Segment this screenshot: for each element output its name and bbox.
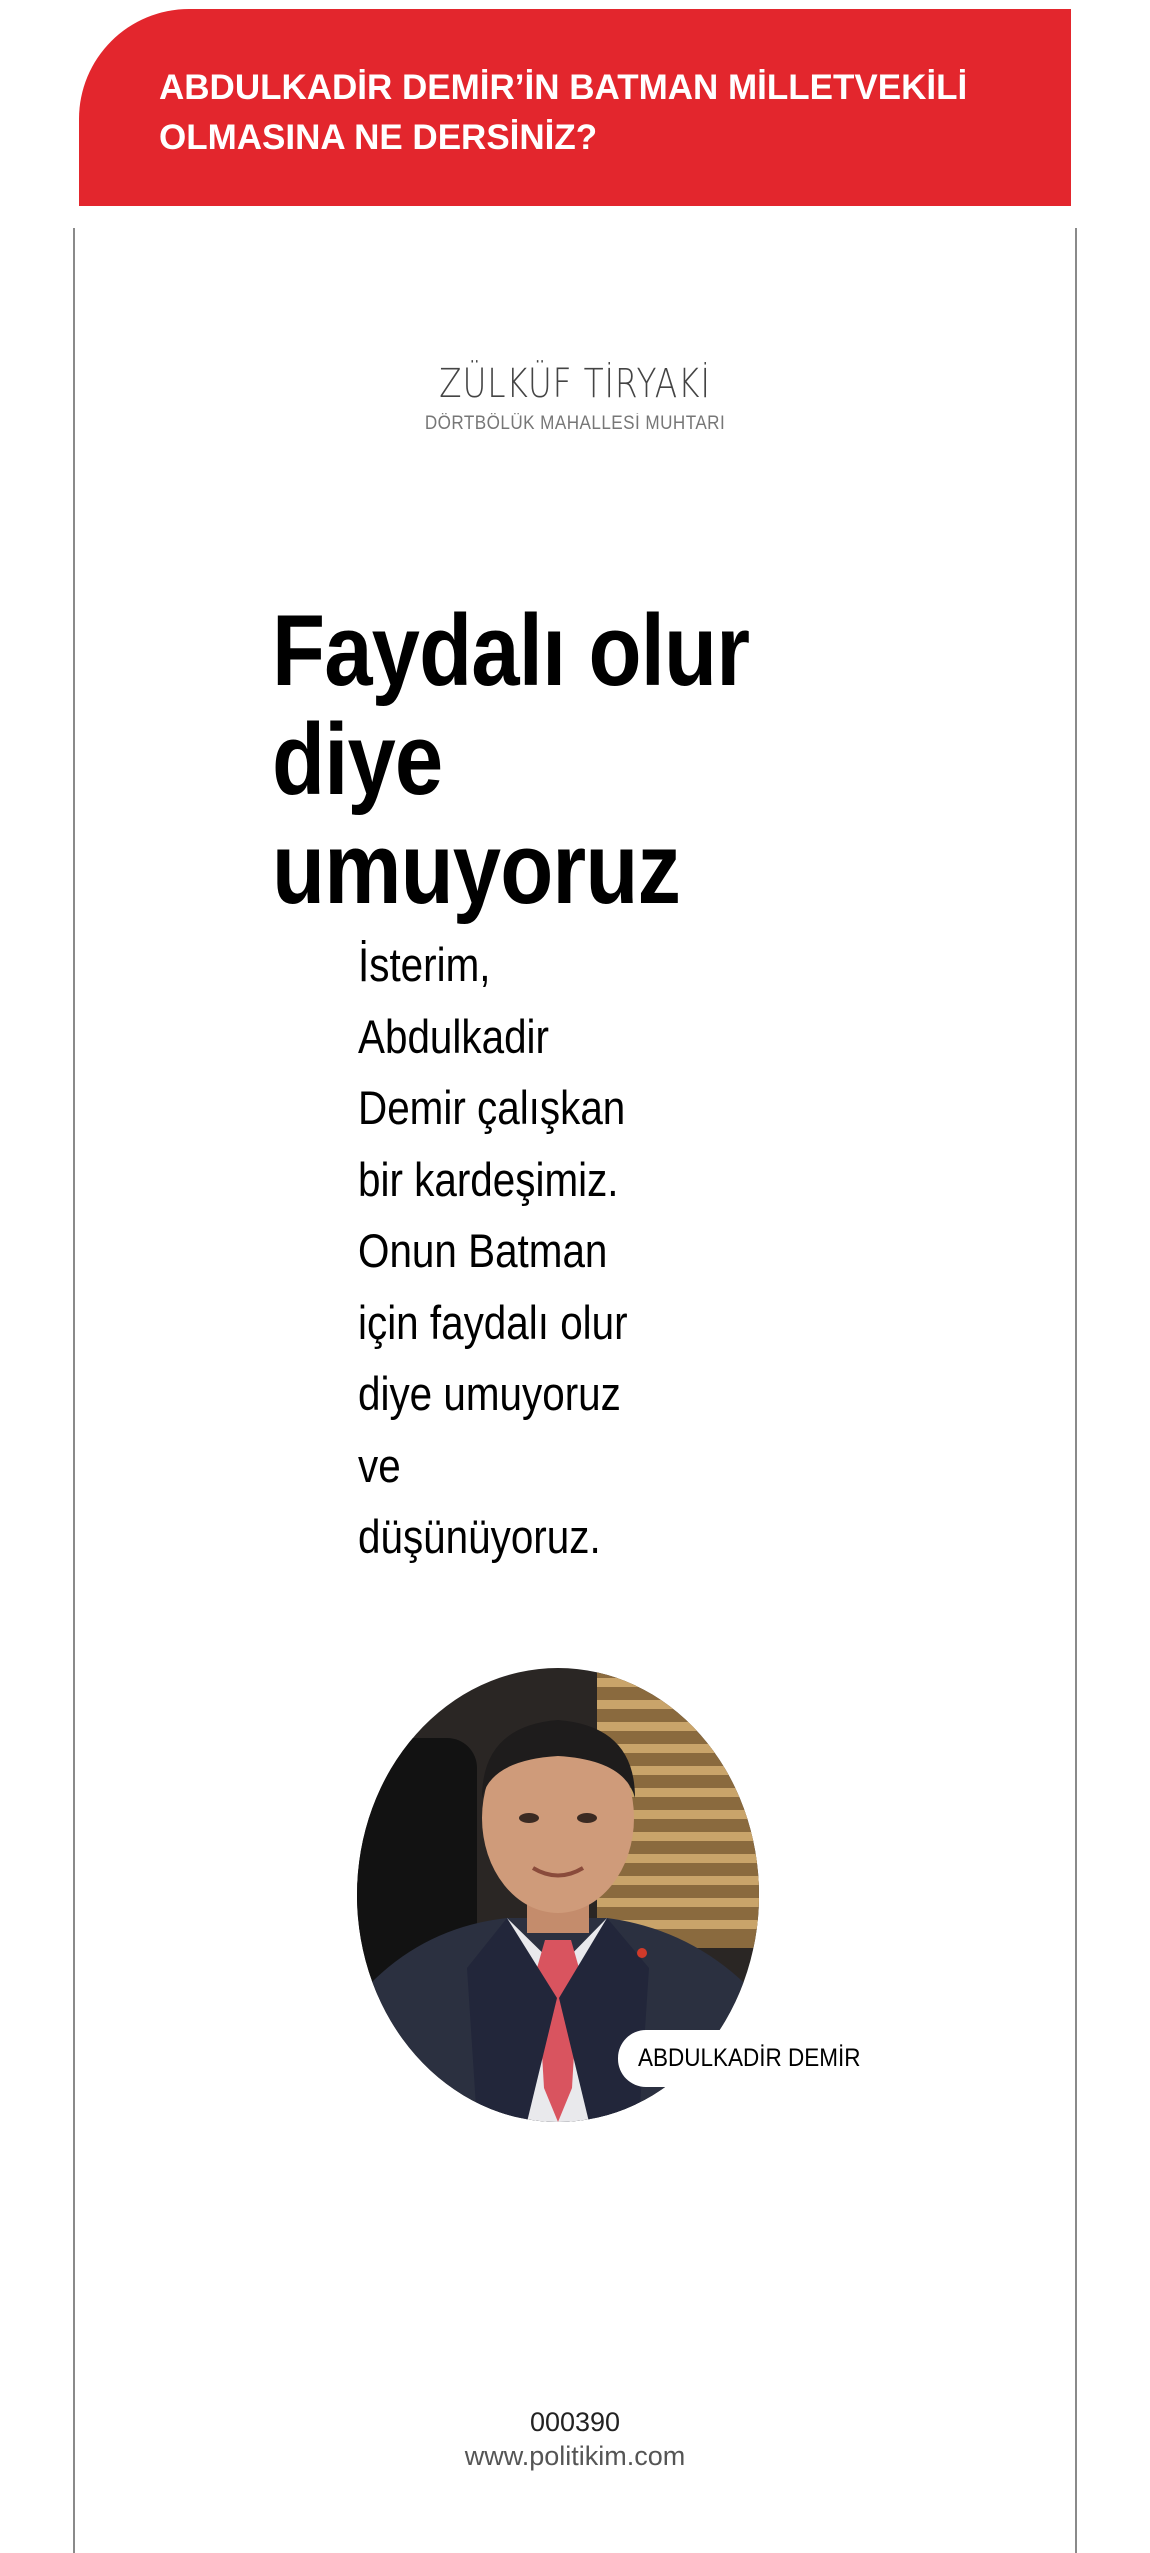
author-byline — [0, 357, 1150, 437]
footer-code: 000390 — [529, 2407, 621, 2437]
portrait-caption-tag — [618, 2030, 888, 2087]
portrait-caption: ABDULKADİR DEMİR — [638, 2044, 861, 2072]
footer — [0, 2405, 1150, 2473]
question-banner — [79, 9, 1071, 206]
footer-website-link[interactable]: www.politikim.com — [464, 2441, 686, 2471]
frame-right-border — [1075, 228, 1077, 2553]
frame-left-border — [73, 228, 75, 2553]
banner-question: ABDULKADİR DEMİR’İN BATMAN MİLLETVEKİLİ OLMASINA NE DERSİNİZ? — [159, 68, 968, 157]
author-name: ZÜLKÜF TİRYAKİ — [439, 361, 711, 407]
answer-text: İsterim, Abdulkadir Demir çalışkan bir kardeşimiz. Onun Batman için faydalı olur diye umuyoruz ve düşünüyoruz. — [358, 938, 628, 1563]
author-title: DÖRTBÖLÜK MAHALLESİ MUHTARI — [424, 413, 726, 434]
headline: Faydalı olur diye umuyoruz — [272, 595, 750, 925]
